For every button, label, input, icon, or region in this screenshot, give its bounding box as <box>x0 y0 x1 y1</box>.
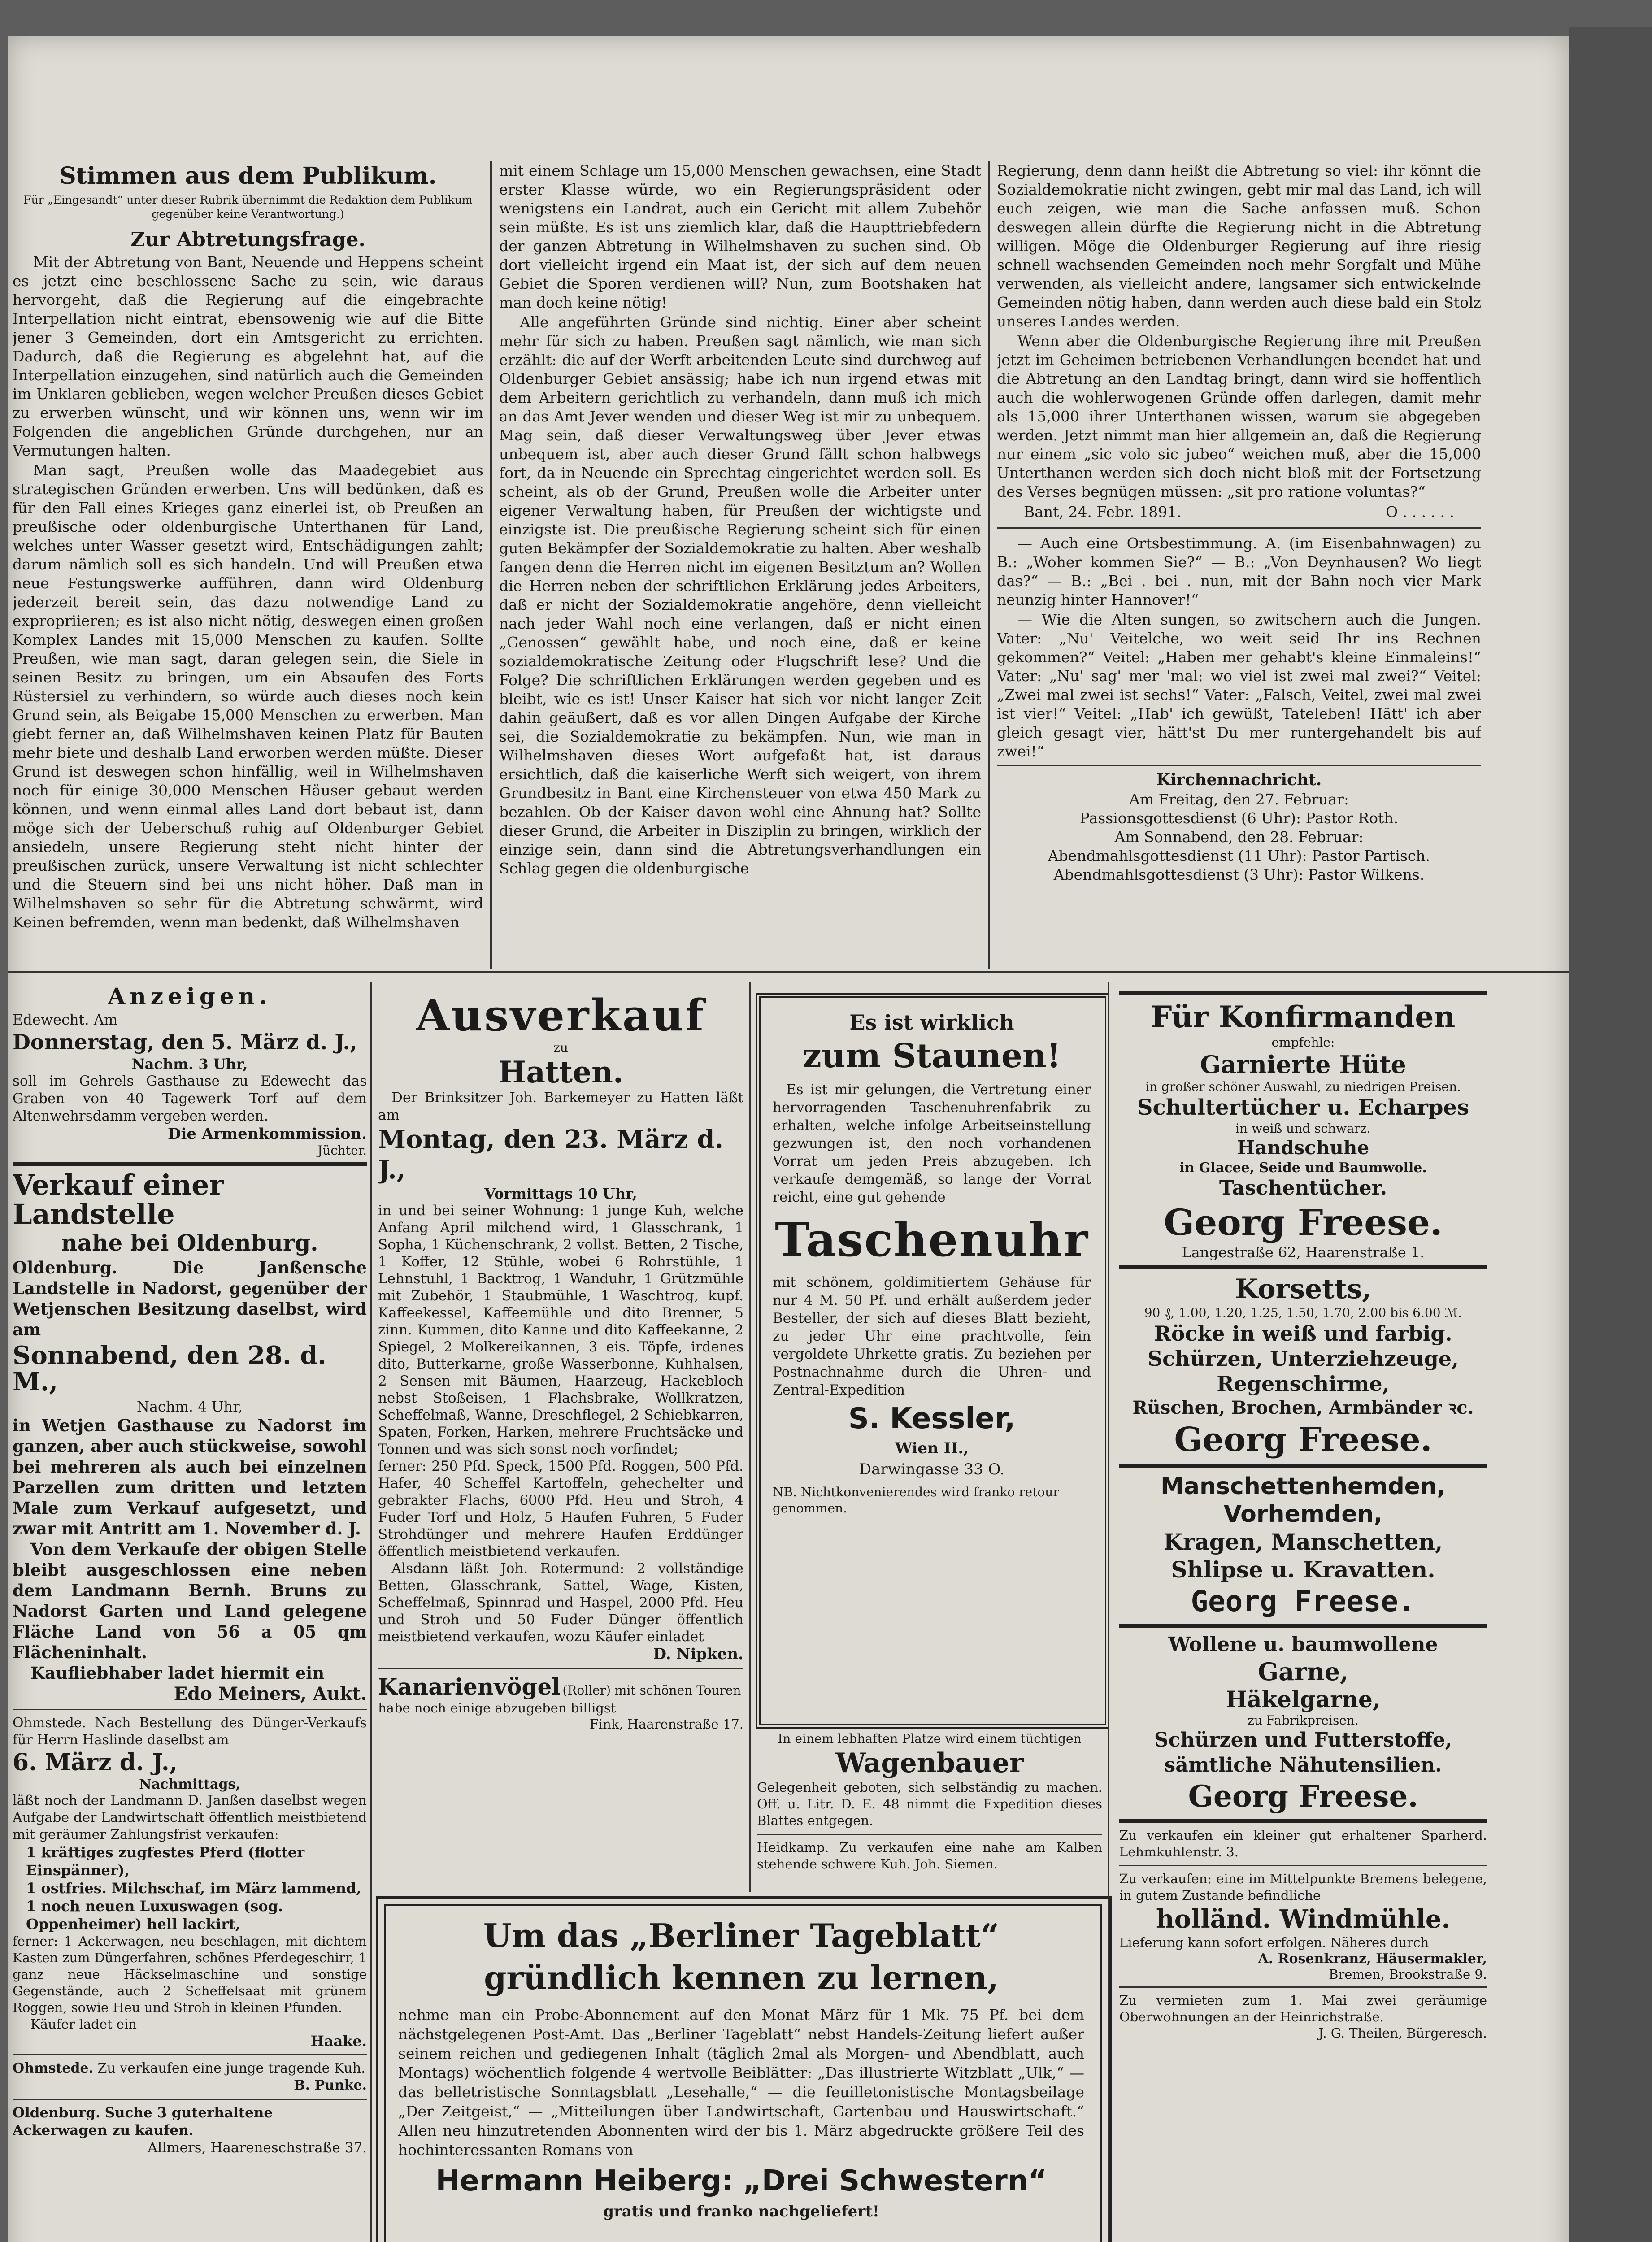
kirchen-lines <box>997 790 1481 884</box>
paragraph: Wenn aber die Oldenburgische Regierung ihre mit Preußen jetzt im Geheimen betriebenen Verhandlungen beendet hat und die Abtretung an den Landtag bringt, dann wird sie hoffentlich auch die wohlerwogenen Gründe offen darlegen, damit mehr als 15,000 ihrer Unterthanen wissen, warum sie abgegeben werden. Jetzt nimmt man hier allgemein an, daß die Regierung nur einem „sic volo sic jubeo“ weichen muß, aber die 15,000 Unterthanen werden sich doch nicht bloß mit der Fortsetzung des Verses begnügen müssen: „sit pro ratione voluntas?“ <box>997 332 1481 500</box>
wagenbauer-ad <box>757 1731 1102 1892</box>
column-rule <box>749 982 751 1892</box>
windmühle-sign: A. Rosenkranz, Häusermakler, <box>1258 1951 1487 1967</box>
anzeigen-title: Anzeigen. <box>108 983 272 1009</box>
kessler-text-2: mit schönem, goldimitiertem Gehäuse für nur 4 M. 50 Pf. und erhält außerdem jeder Besteller, der sich auf dieses Blatt bezieht, zu jeder Uhr eine prachtvolle, fein vergoldete Uhrkette gratis. Zu beziehen per Postnachnahme durch die Uhren- und Zentral-Expedition <box>773 1274 1091 1398</box>
ausverkauf-sign: D. Nipken. <box>653 1645 743 1663</box>
ad-column-3 <box>773 1009 1091 1713</box>
ohmstede-date: 6. März d. J., <box>13 1749 178 1777</box>
ausverkauf-title: Ausverkauf <box>416 991 706 1041</box>
rüschen-line: Rüschen, Brochen, Armbänder ꝛc. <box>1132 1397 1474 1418</box>
publikum-title: Stimmen aus dem Publikum. <box>59 162 437 190</box>
ohmstede-item: 1 ostfries. Milchschaf, im März lammend, <box>26 1880 361 1897</box>
ausverkauf-body-3: Alsdann läßt Joh. Rotermund: 2 vollständige Betten, Glasschrank, Sattel, Wage, Kisten, Scheffelmaß, Spinnrad und Haspel, 2000 Pfd. Heu und Stroh und 50 Fuder Dünger öffentlich meistbietend verkaufen, wozu Käufer einladet <box>378 1560 743 1645</box>
wagenbauer-text: Gelegenheit geboten, sich selbständig zu machen. Off. u. Litr. D. E. 48 nimmt die Expedition dieses Blattes entgegen. <box>757 1780 1102 1828</box>
berliner-text: nehme man ein Probe-Abonnement auf den Monat März für 1 Mk. 75 Pf. bei dem nächstgelegenen Post-Amt. Das „Berliner Tageblatt“ nebst Handels-Zeitung liefert außer seinem reichen und gediegenen Inhalt (täglich 2mal als Morgen- und Abendblatt, auch Montags) wöchentlich folgende 4 wertvolle Beiblätter: „Das illustrierte Witzblatt „Ulk,“ — das belletristische Sonntagsblatt „Lesehalle,“ — die feuilletonistische Montagsbeilage „Der Zeitgeist,“ — „Mitteilungen über Landwirtschaft, Gartenbau und Hauswirtschaft.“ Allen neu hinzutretenden Abonnenten wird der bis 1. März abgedruckte größere Teil des hochinteressanten Romans von <box>398 2006 1084 2159</box>
ohmstede-more: ferner: 1 Ackerwagen, neu beschlagen, mit dichtem Kasten zum Düngerfahren, schönes Pferdegeschirr, 1 ganz neue Häckselmaschine und sonstige Gegenstände, auch 2 Scheffelsaat mit grünem Roggen, sowie Heu und Stroh in kleinen Pfunden. <box>13 1934 367 2016</box>
ohmstede-items <box>13 1843 367 1933</box>
windmühle-city: Bremen, Brookstraße 9. <box>1329 1967 1487 1982</box>
kuh-lead: Ohmstede. <box>13 2060 94 2077</box>
berliner-novel: Hermann Heiberg: „Drei Schwestern“ <box>435 2164 1047 2198</box>
wagenbauer-lead: In einem lebhaften Platze wird einem tüchtigen <box>778 1731 1082 1746</box>
edewecht-time: Nachm. 3 Uhr, <box>131 1056 248 1073</box>
ausverkauf-place: Hatten. <box>498 1055 624 1090</box>
verkauf-text-1: Oldenburg. Die Janßensche Landstelle in Nadorst, gegenüber der Wetjenschen Besitzung daselbst, wird am <box>13 1258 367 1340</box>
ad-column-4 <box>1119 991 1487 2242</box>
verkauf-text-2: in Wetjen Gasthause zu Nadorst im ganzen, aber auch stückweise, sowohl bei mehreren als auch bei einzelnen Parzellen zum dritten und letzten Male zum Verkauf aufgesetzt, und zwar mit Antritt am 1. November d. J. <box>13 1416 367 1539</box>
kuh-text: Zu verkaufen eine junge tragende Kuh. <box>97 2060 365 2077</box>
kessler-city: Wien II., <box>895 1439 969 1457</box>
shlipse-line: Shlipse u. Kravatten. <box>1171 1556 1435 1583</box>
paragraph: Alle angeführten Gründe sind nichtig. Einer aber scheint mehr für sich zu haben. Preußen sagt nämlich, wie man sich erzählt: die auf der Werft arbeitenden Leute sind durchweg auf Oldenburger Gebiet ansässig; habe ich nun irgend etwas mit dem Arbeitern gerichtlich zu verhandeln, dann muß ich mich an das Amt Jever wenden und dieser Weg ist mir zu unbequem. Mag sein, daß dieser Verwaltungsweg über Jever etwas unbequem ist, aber auch dieser Grund fällt schon halbwegs fort, da in Neuende ein Sprechtag eingerichtet werden soll. Es scheint, als ob der Grund, Preußen wolle die Arbeiter unter eigener Verwaltung haben, für Preußen der wichtigste und einzigste ist. Die preußische Regierung scheint sich für einen guten Bekämpfer der Sozialdemokratie zu halten. Aber weshalb fangen denn die Herren nicht im eigenen Besitztum an? Wollen die Herren neben der schriftlichen Erklärung jedes Arbeiters, daß er nicht der Sozialdemokratie angehöre, denn vielleicht nach jeder Wahl noch eine verlangen, daß er nicht einen „Genossen“ gewählt habe, und noch eine, daß er keine sozialdemokratische Zeitung oder Flugschrift lese? Und die Folge? Die schriftlichen Erklärungen werden gegeben und es bleibt, wie es ist! Unser Kaiser hat sich vor nicht langer Zeit dahin geäußert, daß es vor allen Dingen Aufgabe der Kirche sei, die Sozialdemokratie zu bekämpfen. Nun, wie man in Wilhelmshaven dieses Wort aufgefaßt hat, ist daraus ersichtlich, daß die kaiserliche Werft sich weigert, von ihrem Grundbesitz in Bant eine Kirchensteuer von etwa 450 Mark zu bezahlen. Ob der Kaiser davon wohl eine Ahnung hat? Sollte dieser Grund, die Arbeiter in Disziplin zu bringen, wirklich der einzige sein, dann sind die Abtretungsverhandlungen ein Schlag gegen die oldenburgische <box>499 313 981 877</box>
verkauf-sign: Edo Meiners, Aukt. <box>174 1683 367 1705</box>
kanarien-roller: (Roller) mit schönen Touren <box>562 1683 741 1698</box>
kirchen-title: Kirchennachricht. <box>1156 770 1322 789</box>
freese-address: Langestraße 62, Haarenstraße 1. <box>1182 1244 1425 1261</box>
berliner-free: gratis und franko nachgeliefert! <box>603 2203 879 2220</box>
fabrikpreisen-line: zu Fabrikpreisen. <box>1248 1713 1359 1728</box>
kirchen-line: Am Freitag, den 27. Februar: <box>1129 791 1349 808</box>
column-rule <box>370 982 372 2242</box>
paragraph: Man sagt, Preußen wolle das Maadegebiet aus strategischen Gründen erwerben. Uns will bedünken, daß es für den Fall eines Krieges ganz einerlei ist, ob Preußen an preußische oder oldenburgische Unterthanen für Land, welches unter Wasser gesetzt wird, Entschädigungen zahlt; darum nämlich soll es sich handeln. Und will Preußen etwa neue Festungswerke aufführen, dann wird Oldenburg jederzeit bereit sein, das dazu notwendige Land zu expropriieren; es ist also nicht nötig, deswegen einen großen Komplex Landes mit 15,000 Menschen zu kaufen. Sollte Preußen, wie man sagt, daran gelegen sein, die Siele in seinen Besitz zu bringen, um ein Absaufen des Forts Rüstersiel zu verhindern, so würde auch dieses noch kein Grund sein, als Beigabe 15,000 Menschen zu erwerben. Man giebt ferner an, daß Wilhelmshaven keinen Platz für Bauten mehr biete und deshalb Land erworben werden müßte. Dieser Grund ist deswegen schon hinfällig, weil in Wilhelmshaven noch für einige 30,000 Menschen Häuser gebaut werden können, und wenn einmal alles Land dort bebaut ist, dann möge sich der Ueberschuß ruhig auf Oldenburger Gebiet ansiedeln, unsere Regierung steht nicht hinter der preußischen zurück, unsere Verwaltung ist nicht schlechter und die Steuern sind bei uns nicht höher. Daß man in Wilhelmshaven so sehr für die Abtretung schwärmt, wird Keinen befremden, wenn man bedenkt, daß Wilhelmshaven <box>13 461 483 931</box>
newspaper-page <box>8 36 1569 2242</box>
ohmstede-text-2: läßt noch der Landmann D. Janßen daselbst wegen Aufgabe der Landwirtschaft öffentlich meistbietend mit geräumer Zahlungsfrist verkaufen: <box>13 1793 367 1843</box>
ausverkauf-date: Montag, den 23. März d. J., <box>378 1125 723 1185</box>
verkauf-time: Nachm. 4 Uhr, <box>136 1398 243 1416</box>
kanarien-text: habe noch einige abzugeben billigst <box>378 1700 616 1716</box>
verkauf-title: Verkauf einer Landstelle <box>13 1169 224 1231</box>
sparherd-text: Zu verkaufen ein kleiner gut erhaltener Sparherd. Lehmkuhlenstr. 3. <box>1119 1828 1487 1860</box>
edewecht-date: Donnerstag, den 5. März d. J., <box>13 1030 357 1054</box>
edewecht-text: soll im Gehrels Gasthause zu Edewecht das Graben von 40 Tagewerk Torf auf dem Altenwehrsdamm vergeben werden. <box>13 1073 367 1125</box>
kirchen-line: Abendmahlsgottesdienst (3 Uhr): Pastor Wilkens. <box>1053 866 1425 883</box>
georg-freese-1: Georg Freese. <box>1164 1201 1443 1243</box>
verkauf-sub: nahe bei Oldenburg. <box>61 1230 318 1256</box>
ohmstede-time: Nachmittags, <box>139 1777 240 1793</box>
nähutensilien-line: sämtliche Nähutensilien. <box>1164 1754 1442 1777</box>
taschentücher-heading: Taschentücher. <box>1219 1177 1387 1199</box>
futterstoffe-line: Schürzen und Futterstoffe, <box>1154 1729 1452 1751</box>
windmühle-text: Lieferung kann sofort erfolgen. Näheres durch <box>1119 1935 1429 1950</box>
kirchen-line: Abendmahlsgottesdienst (11 Uhr): Pastor Partisch. <box>1048 847 1430 865</box>
ausverkauf-time: Vormittags 10 Uhr, <box>484 1185 637 1202</box>
column-rule <box>490 161 492 969</box>
schürzen-line: Schürzen, Unterziehzeuge, <box>1147 1347 1459 1371</box>
tücher-heading: Schultertücher u. Echarpes <box>1137 1095 1469 1120</box>
column-rule <box>1108 982 1109 2242</box>
manschettenhemden-line: Manschettenhemden, <box>1161 1473 1446 1500</box>
ortsbestimmung-text: — Auch eine Ortsbestimmung. A. (im Eisenbahnwagen) zu B.: „Woher kommen Sie?“ — B.: „Von Deynhausen? Wo liegt das?“ — B.: „Bei . bei . nun, mit der Bahn noch vier Mark neunzig hinter Hannover!“ <box>997 534 1481 608</box>
ohmstede-text-1: Ohmstede. Nach Bestellung des Dünger-Verkaufs für Herrn Haslinde daselbst am <box>13 1715 367 1748</box>
kanarien-sign: Fink, Haarenstraße 17. <box>589 1716 743 1732</box>
ohmstede-item: 1 noch neuen Luxuswagen (sog. Oppenheimer) hell lackirt, <box>26 1898 283 1933</box>
edewecht-sub: Jüchter. <box>317 1143 367 1158</box>
publikum-signature <box>997 502 1481 522</box>
tücher-sub: in weiß und schwarz. <box>1235 1121 1371 1136</box>
signature-place: Bant, 24. Febr. 1891. <box>1024 503 1182 521</box>
column-rule <box>988 161 990 969</box>
abtretung-heading: Zur Abtretungsfrage. <box>130 228 365 251</box>
georg-freese-2: Georg Freese. <box>1174 1421 1432 1459</box>
konfirmanden-emp: empfehle: <box>1271 1035 1335 1050</box>
georg-freese-4: Georg Freese. <box>1188 1779 1418 1814</box>
ohmstede-sign: Haake. <box>310 2033 367 2050</box>
ausverkauf-body-2: ferner: 250 Pfd. Speck, 1500 Pfd. Roggen, 500 Pfd. Hafer, 40 Scheffel Kartoffeln, gehechelter und gebrakter Flachs, 6000 Pfd. Heu und Stroh, 4 Fuder Torf und Holz, 5 Haufen Fuhren, 5 Fuder Strohdünger und mehrere Haufen Erddünger öffentlich meistbietend verkaufen. <box>378 1458 743 1560</box>
publikum-text-1 <box>13 253 483 932</box>
kanarien-ad <box>378 1673 743 1732</box>
ad-column-1 <box>13 982 367 2242</box>
windmühle-title: holländ. Windmühle. <box>1156 1904 1450 1934</box>
garne-line: Garne, <box>1258 1657 1348 1686</box>
berliner-title-1: Um das „Berliner Tageblatt“ <box>483 1916 1000 1955</box>
kessler-firm: S. Kessler, <box>848 1402 1016 1435</box>
publikum-column-3 <box>997 161 1481 969</box>
publikum-disclaimer: Für „Eingesandt“ unter dieser Rubrik übernimmt die Redaktion dem Publikum gegenüber keine Verantwortung.) <box>23 193 473 221</box>
hüte-heading: Garnierte Hüte <box>1200 1050 1406 1079</box>
vorhemden-line: Vorhemden, <box>1223 1501 1383 1528</box>
oldenburg-sign: Allmers, Haareneschstraße 37. <box>148 2140 367 2156</box>
ausverkauf-lead: Der Brinksitzer Joh. Barkemeyer zu Hatten läßt am <box>378 1090 743 1123</box>
kessler-big: Taschenuhr <box>774 1212 1089 1267</box>
ohmstede-item: 1 kräftiges zugfestes Pferd (flotter Einspänner), <box>26 1844 305 1879</box>
handschuhe-sub: in Glacee, Seide und Baumwolle. <box>1179 1160 1427 1176</box>
berliner-title-2: gründlich kennen zu lernen, <box>484 1959 999 1997</box>
konfirmanden-title: Für Konfirmanden <box>1151 999 1456 1034</box>
scan-background <box>1569 27 1652 2242</box>
kragen-line: Kragen, Manschetten, <box>1163 1529 1443 1555</box>
heidkamp-text: Heidkamp. Zu verkaufen eine nahe am Kalben stehende schwere Kuh. Joh. Siemen. <box>757 1840 1102 1872</box>
kessler-text-1: Es ist mir gelungen, die Vertretung einer hervorragenden Taschenuhrenfabrik zu erhalten, welche infolge Arbeitseinstellung gezwungen ist, den noch vorhandenen Vorrat um jeden Preis abzugeben. Ich verkaufe demgemäß, so lange der Vorrat reicht, eine gut gehende <box>773 1082 1091 1205</box>
kirchen-line: Passionsgottesdienst (6 Uhr): Pastor Roth. <box>1079 809 1399 827</box>
vermieten-text: Zu vermieten zum 1. Mai zwei geräumige Oberwohnungen an der Heinrichstraße. <box>1119 1993 1487 2025</box>
paragraph: Regierung, denn dann heißt die Abtretung so viel: ihr könnt die Sozialdemokratie nicht zwingen, gebt mir mal das Land, ich will euch zeigen, wie man die Sache anfassen muß. Schon deswegen allein dürfte die Regierung nicht in die Abtretung willigen. Möge die Oldenburger Regierung auf ihre riesig schnell wachsenden Gemeinden noch mehr Sorgfalt und Mühe verwenden, als vielleicht andere, langsamer sich entwickelnde Gemeinden nötig haben, dann werden auch diese bald ein Stolz unseres Landes werden. <box>997 162 1481 330</box>
publikum-column-1 <box>13 161 483 969</box>
kuh-ad <box>13 2060 367 2094</box>
röcke-line: Röcke in weiß und farbig. <box>1154 1321 1452 1346</box>
oldenburg-lead: Oldenburg. <box>13 2105 100 2121</box>
verkauf-text-4: Kaufliebhaber ladet hiermit ein <box>30 1663 325 1683</box>
alten-jungen-text: — Wie die Alten sungen, so zwitschern auch die Jungen. Vater: „Nu' Veitelche, wo weit seid Ihr ins Rechnen gekommen?“ Veitel: „Haben mer gehabt's kleine Einmaleins!“ Vater: „Nu' sag' mer 'mal: wo viel ist zwei mal zwei?“ Veitel: „Zwei mal zwei ist sechs!“ Vater: „Falsch, Veitel, zwei mal zwei ist vier!“ Veitel: „Hab' ich gewüßt, Tateleben! Hätt' ich aber gleich gesagt vier, hätt'st Du mer runtergehandelt bis auf zwei!“ <box>997 611 1481 760</box>
kessler-nb: NB. Nichtkonvenierendes wird franko retour genommen. <box>773 1485 1059 1516</box>
ausverkauf-zu: zu <box>553 1040 568 1055</box>
ad-column-2 <box>378 991 743 1892</box>
paragraph: mit einem Schlage um 15,000 Menschen gewachsen, eine Stadt erster Klasse würde, wo ein Regierungspräsident oder wenigstens ein Landrat, auch ein Gericht mit allem Zubehör sein müßte. Es ist uns ziemlich klar, daß die Haupttriebfedern der ganzen Abtretung in Wilhelmshaven zu suchen sind. Ob dort vielleicht irgend ein Maat ist, der sich auf dem neuen Gebiet die Sporen verdienen will? Nun, zum Bootshaken hat man doch keine nötig! <box>499 162 981 311</box>
ohmstede-kaeufer: Käufer ladet ein <box>30 2016 137 2032</box>
regenschirme-line: Regenschirme, <box>1217 1372 1390 1396</box>
signature-name: O . . . . . . <box>1386 503 1454 521</box>
berliner-ad <box>398 1915 1084 2242</box>
wollene-line: Wollene u. baumwollene <box>1168 1633 1438 1656</box>
kuh-sign: B. Punke. <box>294 2077 367 2094</box>
kanarien-title: Kanarienvögel <box>378 1673 561 1700</box>
korsetts-heading: Korsetts, <box>1235 1273 1372 1305</box>
edewecht-lead: Edewecht. Am <box>13 1011 118 1028</box>
oldenburg-ad <box>13 2104 367 2157</box>
korsetts-prices: 90 ₰, 1.00, 1.20, 1.25, 1.50, 1.70, 2.00 bis 6.00 ℳ. <box>1144 1305 1462 1320</box>
windmühle-lead: Zu verkaufen: eine im Mittelpunkte Bremens belegene, in gutem Zustande befindliche <box>1119 1871 1487 1903</box>
kirchen-line: Am Sonnabend, den 28. Februar: <box>1114 828 1364 846</box>
kessler-head-2: zum Staunen! <box>802 1037 1061 1075</box>
publikum-column-2 <box>499 161 981 969</box>
verkauf-text-3: Von dem Verkaufe der obigen Stelle bleibt ausgeschlossen eine neben dem Landmann Bernh. Bruns zu Nadorst Garten und Land gelegene Fläche Land von 56 a 05 qm Flächeninhalt. <box>13 1539 367 1663</box>
ausverkauf-body: in und bei seiner Wohnung: 1 junge Kuh, welche Anfang April milchend wird, 1 Glasschrank, 1 Sopha, 1 Küchenschrank, 2 vollst. Betten, 2 Tische, 1 Koffer, 12 Stühle, wobei 6 Rohrstühle, 1 Lehnstuhl, 1 Backtrog, 1 Wanduhr, 1 Grützmühle mit Zubehör, 1 Staubmühle, 1 Waschtrog, kupf. Kaffeekessel, Kaffeemühle und dito Brenner, 5 zinn. Kummen, dito Kanne und dito Kaffeekanne, 2 Spiegel, 2 Molkereikannen, 3 eis. Töpfe, irdenes dito, Butterkarne, große Wasserbonne, Kuhhalsen, 2 Sensen mit Bäumen, Haarzeug, Hackebloch nebst Stoßeisen, 1 Flachsbrake, Wollkratzen, Scheffelmaß, Wanne, Dreschflegel, 2 Schiebkarren, Spaten, Forken, Harken, mehrere Fruchtsäcke und Tonnen und was sich sonst noch vorfindet; <box>378 1203 743 1457</box>
paragraph: Mit der Abtretung von Bant, Neuende und Heppens scheint es jetzt eine beschlossene Sache zu sein, wie daraus hervorgeht, daß die Regierung auf die eingebrachte Interpellation nicht eintrat, ebensowenig wie auf die Bitte jener 3 Gemeinden, dort ein Amtsgericht zu errichten. Dadurch, daß die Regierung es abgelehnt hat, auf die Interpellation einzugehen, sind natürlich auch die Gemeinden im Unklaren geblieben, wegen welcher Preußen dieses Gebiet zu erwerben wünscht, und wir können uns, wenn wir im Folgenden die angeblichen Gründe durchgehen, nur an Vermutungen halten. <box>13 253 483 459</box>
verkauf-date: Sonnabend, den 28. d. M., <box>13 1341 326 1397</box>
handschuhe-heading: Handschuhe <box>1237 1137 1369 1159</box>
wagenbauer-title: Wagenbauer <box>835 1747 1024 1779</box>
oldenburg-text: Suche 3 guterhaltene Ackerwagen zu kaufen. <box>13 2105 273 2139</box>
kessler-head: Es ist wirklich <box>849 1010 1014 1034</box>
kessler-street: Darwingasse 33 O. <box>859 1460 1005 1478</box>
edewecht-sign: Die Armenkommission. <box>167 1125 367 1143</box>
section-divider <box>8 971 1569 973</box>
häkelgarne-line: Häkelgarne, <box>1226 1686 1381 1712</box>
hüte-sub: in großer schöner Auswahl, zu niedrigen Preisen. <box>1145 1079 1461 1094</box>
georg-freese-3: Georg Freese. <box>1191 1585 1416 1618</box>
vermieten-sign: J. G. Theilen, Bürgeresch. <box>1318 2025 1487 2041</box>
